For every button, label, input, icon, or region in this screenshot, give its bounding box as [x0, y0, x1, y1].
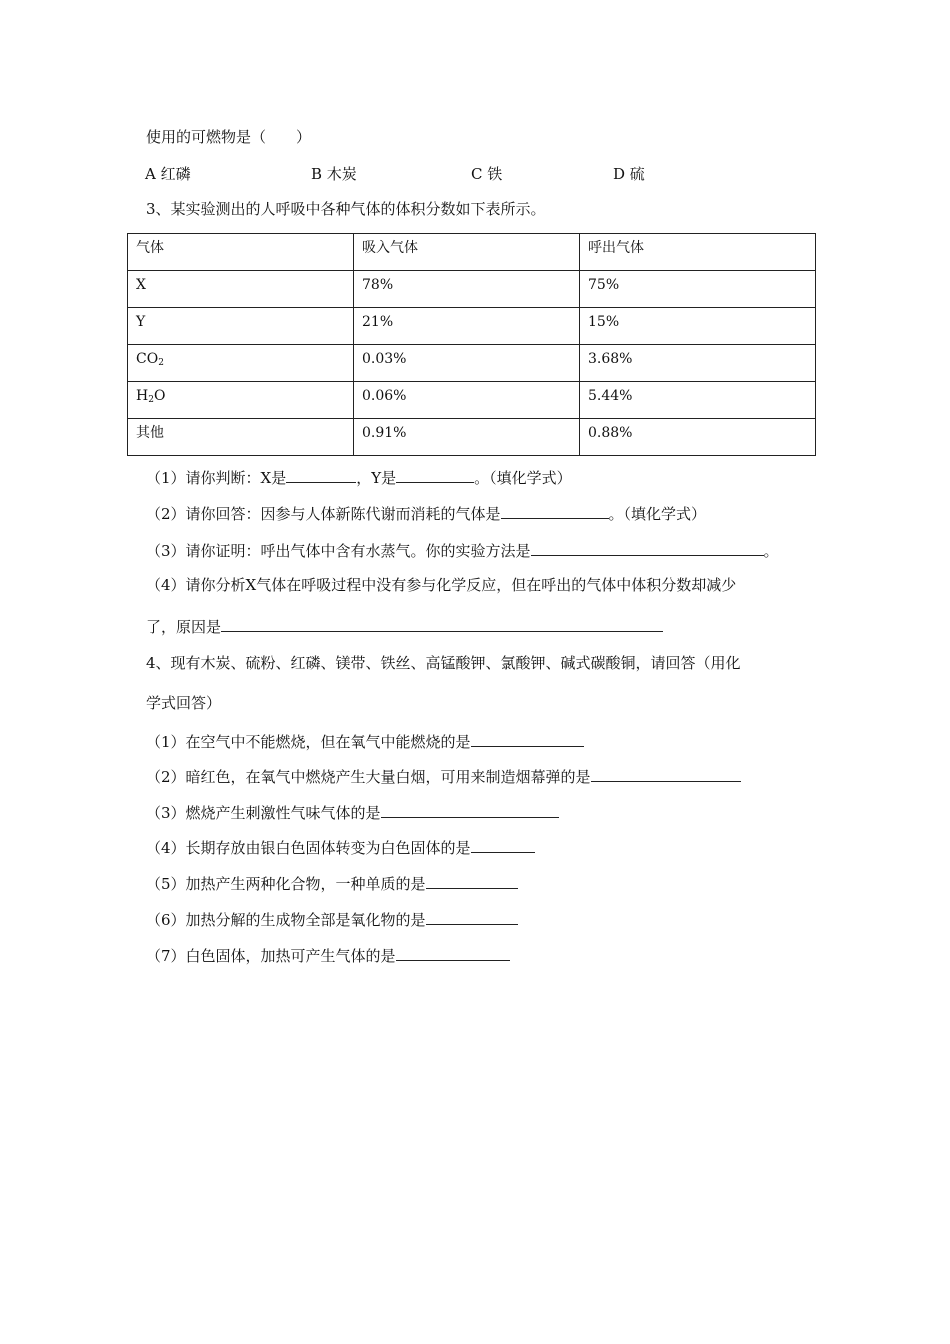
q3-sub3 — [146, 539, 779, 561]
q4-item-text: （3）燃烧产生刺激性气味气体的是 — [146, 804, 381, 822]
q4-item-text: （1）在空气中不能燃烧，但在氧气中能燃烧的是 — [146, 733, 471, 751]
table-row — [128, 419, 816, 456]
q4-item-6 — [146, 908, 518, 930]
q4-item-text: （5）加热产生两种化合物，一种单质的是 — [146, 875, 426, 893]
exhaled-value: 3.68% — [580, 345, 816, 382]
table-row — [128, 308, 816, 345]
header-gas: 气体 — [128, 234, 354, 271]
header-inhaled: 吸入气体 — [354, 234, 580, 271]
q3-sub3-text: （3）请你证明：呼出气体中含有水蒸气。你的实验方法是 — [146, 542, 531, 560]
inhaled-value: 78% — [354, 271, 580, 308]
q3-sub4-line1: （4）请你分析X气体在呼吸过程中没有参与化学反应，但在呼出的气体中体积分数却减少 — [146, 576, 737, 594]
q4-item-5 — [146, 872, 518, 894]
q3-sub3-text-2: 。 — [763, 542, 779, 560]
option-a: A 红磷 — [145, 165, 191, 183]
answer-blank-consumed-gas[interactable] — [501, 502, 609, 519]
q4-item-4 — [146, 836, 535, 858]
q4-item-text: （6）加热分解的生成物全部是氧化物的是 — [146, 911, 426, 929]
table-header-row — [128, 234, 816, 271]
gas-name: 其他 — [128, 419, 354, 456]
option-b: B 木炭 — [311, 165, 357, 183]
q4-item-text: （7）白色固体，加热可产生气体的是 — [146, 947, 396, 965]
q3-sub2-text: （2）请你回答：因参与人体新陈代谢而消耗的气体是 — [146, 505, 501, 523]
table-row — [128, 345, 816, 382]
answer-blank[interactable] — [396, 944, 510, 961]
co2-formula: $CO_2$ — [136, 351, 164, 368]
q3-sub2 — [146, 502, 706, 524]
inhaled-value: 21% — [354, 308, 580, 345]
answer-blank[interactable] — [591, 765, 741, 782]
exhaled-value: 5.44% — [580, 382, 816, 419]
gas-name: X — [128, 271, 354, 308]
option-c: C 铁 — [471, 165, 503, 183]
header-exhaled: 呼出气体 — [580, 234, 816, 271]
q4-item-7 — [146, 944, 510, 966]
answer-blank-y[interactable] — [396, 466, 474, 483]
h2o-formula: $H_2O$ — [136, 388, 166, 405]
exhaled-value: 0.88% — [580, 419, 816, 456]
q4-item-2 — [146, 765, 741, 787]
answer-blank[interactable] — [471, 836, 535, 853]
exhaled-value: 15% — [580, 308, 816, 345]
q4-item-1 — [146, 730, 584, 752]
q4-item-text: （2）暗红色，在氧气中燃烧产生大量白烟，可用来制造烟幕弹的是 — [146, 768, 591, 786]
gas-name — [128, 382, 354, 419]
q3-sub2-text-2: 。（填化学式） — [608, 505, 707, 523]
exhaled-value: 75% — [580, 271, 816, 308]
inhaled-value: 0.06% — [354, 382, 580, 419]
question-4-title-line2: 学式回答） — [146, 694, 222, 712]
q4-item-3 — [146, 801, 559, 823]
table-row — [128, 382, 816, 419]
table-row — [128, 271, 816, 308]
gas-name: Y — [128, 308, 354, 345]
answer-blank[interactable] — [426, 908, 518, 925]
question-3-title: 3、某实验测出的人呼吸中各种气体的体积分数如下表所示。 — [146, 200, 546, 218]
answer-blank[interactable] — [381, 801, 559, 818]
q3-sub1-text: （1）请你判断：X是 — [146, 469, 287, 487]
answer-blank-method[interactable] — [531, 539, 764, 556]
q3-sub1-text-3: 。（填化学式） — [474, 469, 572, 487]
option-d: D 硫 — [613, 165, 645, 183]
q3-sub4-text: 了，原因是 — [146, 618, 222, 636]
answer-blank-x[interactable] — [286, 466, 356, 483]
q4-item-text: （4）长期存放由银白色固体转变为白色固体的是 — [146, 839, 471, 857]
answer-blank-reason[interactable] — [221, 615, 663, 632]
q3-sub1-text-2: ，Y是 — [356, 469, 397, 487]
answer-blank[interactable] — [426, 872, 518, 889]
inhaled-value: 0.91% — [354, 419, 580, 456]
answer-blank[interactable] — [471, 730, 584, 747]
question-2-tail: 使用的可燃物是（ ） — [146, 128, 312, 146]
q3-sub4-line2 — [146, 615, 663, 637]
gas-name — [128, 345, 354, 382]
q3-sub1 — [146, 466, 572, 488]
question-4-title-line1: 4、现有木炭、硫粉、红磷、镁带、铁丝、高锰酸钾、氯酸钾、碱式碳酸铜，请回答（用化 — [146, 654, 741, 672]
gas-volume-table — [127, 233, 816, 456]
inhaled-value: 0.03% — [354, 345, 580, 382]
